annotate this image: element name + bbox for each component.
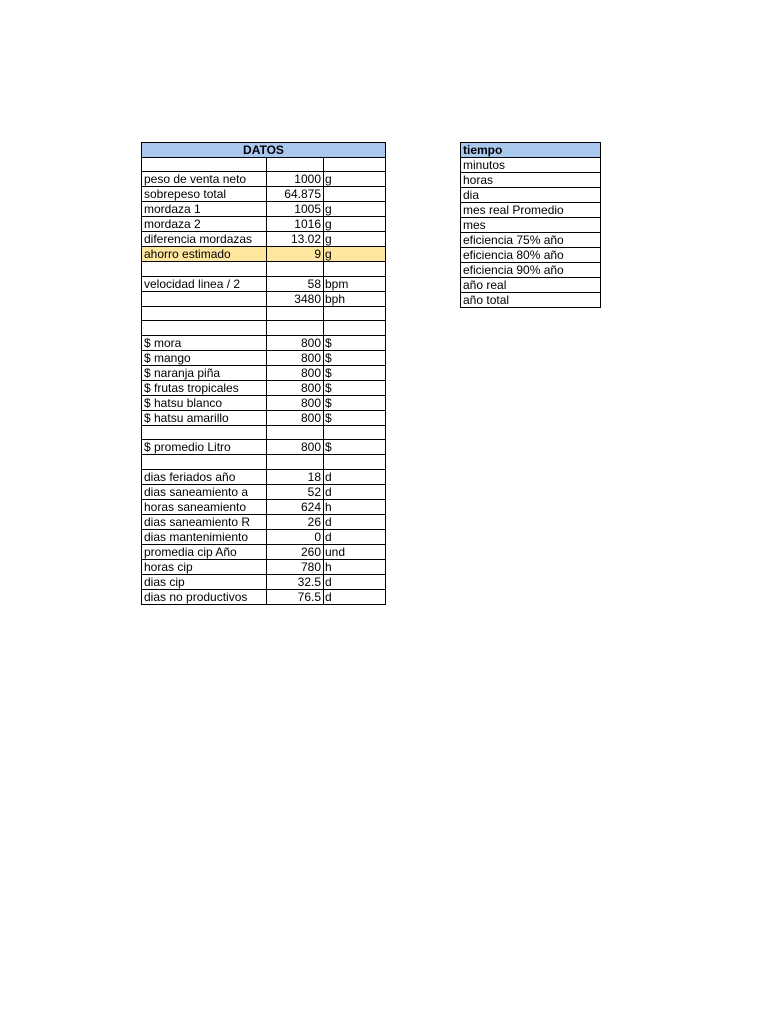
datos-cell-value[interactable]: 800: [267, 350, 324, 365]
datos-cell-label[interactable]: peso de venta neto: [142, 172, 267, 187]
datos-cell-unit[interactable]: $: [324, 410, 386, 425]
datos-cell-label[interactable]: promedia cip Año: [142, 544, 267, 559]
datos-cell-value[interactable]: 9: [267, 247, 324, 262]
tiempo-cell-label[interactable]: año real: [461, 278, 601, 293]
datos-cell-label[interactable]: $ mora: [142, 335, 267, 350]
datos-row: [142, 321, 386, 335]
datos-row: [142, 217, 386, 232]
datos-row: [142, 187, 386, 202]
tiempo-row: [461, 218, 601, 233]
datos-row: [142, 202, 386, 217]
datos-cell-unit[interactable]: h: [324, 559, 386, 574]
datos-cell-value[interactable]: 260: [267, 544, 324, 559]
tiempo-cell-label[interactable]: eficiencia 80% año: [461, 248, 601, 263]
datos-cell-unit[interactable]: [324, 262, 386, 276]
datos-cell-label[interactable]: $ naranja piña: [142, 365, 267, 380]
datos-row: [142, 306, 386, 320]
datos-cell-label[interactable]: horas saneamiento: [142, 499, 267, 514]
datos-cell-unit[interactable]: d: [324, 589, 386, 604]
datos-cell-unit[interactable]: $: [324, 350, 386, 365]
datos-row: [142, 395, 386, 410]
datos-cell-value[interactable]: 624: [267, 499, 324, 514]
datos-cell-value[interactable]: [267, 425, 324, 439]
datos-row: [142, 350, 386, 365]
datos-cell-unit[interactable]: g: [324, 202, 386, 217]
datos-cell-unit[interactable]: g: [324, 217, 386, 232]
datos-row: [142, 232, 386, 247]
tiempo-header-row: [461, 143, 601, 158]
tiempo-table: [460, 142, 601, 308]
datos-cell-unit[interactable]: d: [324, 469, 386, 484]
datos-row: [142, 559, 386, 574]
datos-cell-label[interactable]: diferencia mordazas: [142, 232, 267, 247]
datos-cell-value[interactable]: 800: [267, 380, 324, 395]
datos-cell-unit[interactable]: [324, 306, 386, 320]
datos-cell-value[interactable]: 52: [267, 484, 324, 499]
datos-cell-value[interactable]: 13.02: [267, 232, 324, 247]
datos-cell-value[interactable]: [267, 306, 324, 320]
datos-row: [142, 574, 386, 589]
datos-row: [142, 589, 386, 604]
datos-cell-unit[interactable]: und: [324, 544, 386, 559]
datos-cell-label[interactable]: $ hatsu blanco: [142, 395, 267, 410]
tiempo-row: [461, 263, 601, 278]
datos-cell-label[interactable]: dias mantenimiento: [142, 529, 267, 544]
datos-cell-value[interactable]: 800: [267, 410, 324, 425]
datos-cell-value[interactable]: 32.5: [267, 574, 324, 589]
datos-cell-label[interactable]: horas cip: [142, 559, 267, 574]
datos-cell-label[interactable]: dias saneamiento R: [142, 514, 267, 529]
datos-cell-unit[interactable]: g: [324, 232, 386, 247]
datos-cell-unit[interactable]: d: [324, 484, 386, 499]
datos-cell-label[interactable]: $ hatsu amarillo: [142, 410, 267, 425]
tiempo-row: [461, 203, 601, 218]
tiempo-row: [461, 233, 601, 248]
datos-cell-value[interactable]: [267, 455, 324, 469]
datos-row: [142, 172, 386, 187]
tiempo-cell-label[interactable]: mes: [461, 218, 601, 233]
datos-row: [142, 499, 386, 514]
datos-row: [142, 380, 386, 395]
datos-cell-value[interactable]: [267, 158, 324, 172]
datos-cell-value[interactable]: [267, 262, 324, 276]
datos-cell-value[interactable]: 0: [267, 529, 324, 544]
datos-row: [142, 455, 386, 469]
datos-cell-label[interactable]: $ promedio Litro: [142, 440, 267, 455]
datos-row: [142, 335, 386, 350]
datos-cell-value[interactable]: [267, 321, 324, 335]
datos-row: [142, 425, 386, 439]
datos-cell-unit[interactable]: $: [324, 440, 386, 455]
datos-row: [142, 276, 386, 291]
datos-cell-value[interactable]: 64.875: [267, 187, 324, 202]
datos-cell-label[interactable]: $ frutas tropicales: [142, 380, 267, 395]
datos-cell-unit[interactable]: $: [324, 395, 386, 410]
datos-row: [142, 529, 386, 544]
datos-cell-label[interactable]: [142, 306, 267, 320]
datos-row: [142, 158, 386, 172]
datos-cell-value[interactable]: 800: [267, 440, 324, 455]
datos-cell-value[interactable]: 1016: [267, 217, 324, 232]
datos-table: [141, 142, 386, 605]
datos-cell-label[interactable]: velocidad linea / 2: [142, 276, 267, 291]
datos-title[interactable]: DATOS: [142, 143, 386, 158]
datos-cell-value[interactable]: 76.5: [267, 589, 324, 604]
datos-row: [142, 262, 386, 276]
datos-cell-unit[interactable]: [324, 187, 386, 202]
datos-cell-unit[interactable]: $: [324, 335, 386, 350]
tiempo-row: [461, 158, 601, 173]
datos-cell-label[interactable]: [142, 262, 267, 276]
datos-row: [142, 410, 386, 425]
datos-cell-value[interactable]: 800: [267, 335, 324, 350]
tiempo-cell-label[interactable]: eficiencia 75% año: [461, 233, 601, 248]
datos-cell-unit[interactable]: $: [324, 380, 386, 395]
datos-row: [142, 291, 386, 306]
datos-cell-label[interactable]: [142, 291, 267, 306]
datos-cell-value[interactable]: 780: [267, 559, 324, 574]
datos-cell-unit[interactable]: h: [324, 499, 386, 514]
tiempo-row: [461, 248, 601, 263]
datos-cell-unit[interactable]: [324, 455, 386, 469]
datos-cell-label[interactable]: sobrepeso total: [142, 187, 267, 202]
datos-row: [142, 247, 386, 262]
datos-cell-value[interactable]: 18: [267, 469, 324, 484]
tiempo-cell-label[interactable]: eficiencia 90% año: [461, 263, 601, 278]
tiempo-cell-label[interactable]: dia: [461, 188, 601, 203]
datos-cell-label[interactable]: $ mango: [142, 350, 267, 365]
datos-header-row: [142, 143, 386, 158]
datos-cell-label[interactable]: mordaza 2: [142, 217, 267, 232]
datos-cell-label[interactable]: dias saneamiento a: [142, 484, 267, 499]
datos-row: [142, 484, 386, 499]
datos-cell-unit[interactable]: bph: [324, 291, 386, 306]
datos-cell-value[interactable]: 800: [267, 395, 324, 410]
datos-cell-unit[interactable]: d: [324, 574, 386, 589]
tiempo-row: [461, 278, 601, 293]
tiempo-row: [461, 188, 601, 203]
datos-cell-label[interactable]: dias feriados año: [142, 469, 267, 484]
datos-cell-unit[interactable]: [324, 158, 386, 172]
datos-cell-value[interactable]: 26: [267, 514, 324, 529]
datos-cell-label[interactable]: dias no productivos: [142, 589, 267, 604]
tiempo-cell-label[interactable]: minutos: [461, 158, 601, 173]
datos-cell-label[interactable]: [142, 158, 267, 172]
datos-cell-label[interactable]: [142, 425, 267, 439]
datos-cell-unit[interactable]: g: [324, 172, 386, 187]
tiempo-cell-label[interactable]: mes real Promedio: [461, 203, 601, 218]
datos-cell-unit[interactable]: [324, 321, 386, 335]
datos-cell-label[interactable]: [142, 455, 267, 469]
datos-row: [142, 440, 386, 455]
datos-cell-label[interactable]: ahorro estimado: [142, 247, 267, 262]
datos-cell-value[interactable]: 3480: [267, 291, 324, 306]
datos-cell-unit[interactable]: d: [324, 514, 386, 529]
datos-row: [142, 514, 386, 529]
datos-row: [142, 469, 386, 484]
datos-cell-unit[interactable]: $: [324, 365, 386, 380]
datos-cell-value[interactable]: 1005: [267, 202, 324, 217]
tiempo-cell-label[interactable]: horas: [461, 173, 601, 188]
datos-row: [142, 365, 386, 380]
datos-cell-value[interactable]: 800: [267, 365, 324, 380]
datos-cell-unit[interactable]: d: [324, 529, 386, 544]
tiempo-cell-label[interactable]: año total: [461, 293, 601, 308]
datos-cell-label[interactable]: [142, 321, 267, 335]
tiempo-row: [461, 173, 601, 188]
datos-row: [142, 544, 386, 559]
datos-cell-value[interactable]: 58: [267, 276, 324, 291]
datos-cell-unit[interactable]: bpm: [324, 276, 386, 291]
tiempo-title[interactable]: tiempo: [461, 143, 601, 158]
datos-cell-label[interactable]: dias cip: [142, 574, 267, 589]
datos-cell-unit[interactable]: [324, 425, 386, 439]
datos-cell-unit[interactable]: g: [324, 247, 386, 262]
datos-cell-value[interactable]: 1000: [267, 172, 324, 187]
datos-cell-label[interactable]: mordaza 1: [142, 202, 267, 217]
tiempo-row: [461, 293, 601, 308]
